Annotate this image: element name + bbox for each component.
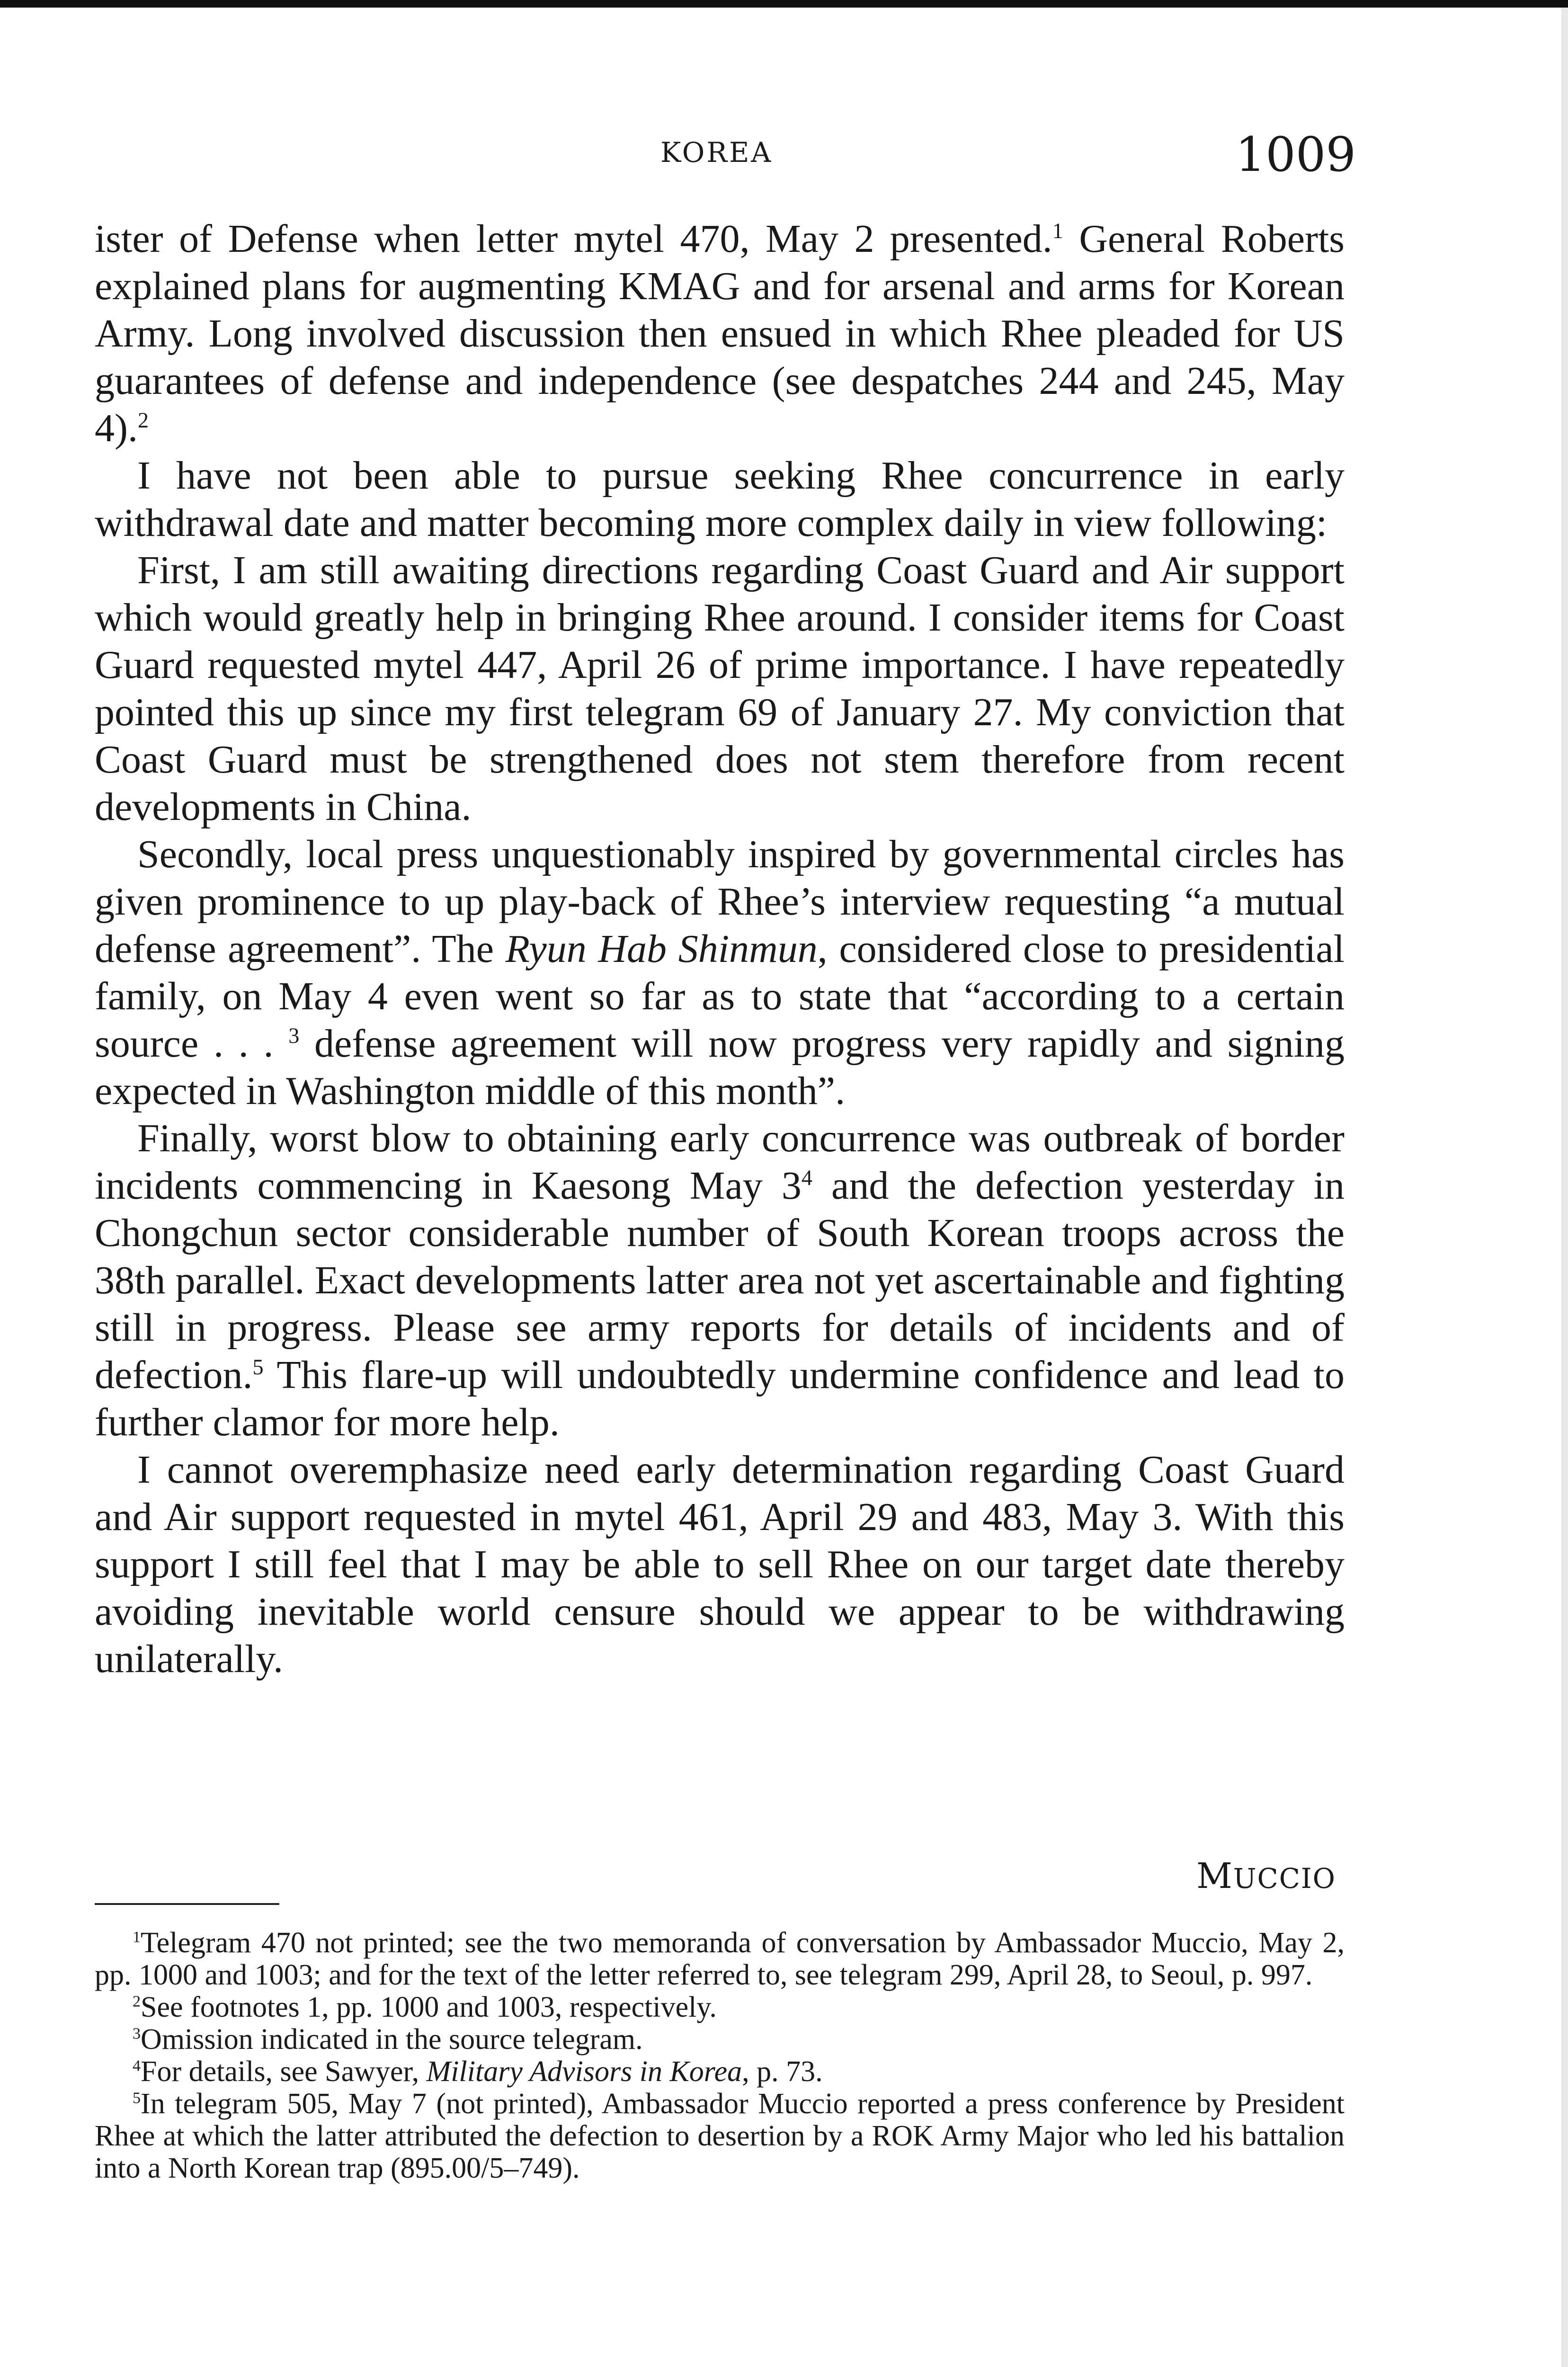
newspaper-title: Ryun Hab Shinmun [505, 927, 818, 971]
paragraph-1: ister of Defense when letter mytel 470, May 2 presented.$^1$ General Roberts explained plans for augmenting KMAG and for arsenal and arms for Korean Army. Long involved discussion then ensued in which Rhee pleaded for US guarantees of defense and independence (see despatches 244 and 245, May 4).$^2$ [95, 217, 1345, 450]
footnote-1: $^1$Telegram 470 not printed; see the two memoranda of conversation by Ambassador Muccio, May 2, pp. 1000 and 1003; and for the text of the letter referred to, see telegram 299, April 28, to Seoul, p. 997. [95, 1927, 1345, 1991]
signature: MUCCIO [1196, 1856, 1336, 1896]
page-top-edge [0, 0, 1568, 8]
page-right-edge [1561, 8, 1568, 2367]
footnote-2: $^2$See footnotes 1, pp. 1000 and 1003, respectively. [133, 1991, 717, 2023]
footnote-ref-4: 4 [801, 1166, 812, 1190]
paragraph-4: Secondly, local press unquestionably inspired by governmental circles has given prominence to up play-back of Rhee’s interview requesting “a mutual defense agreement”. The Ryun Hab Shinmun, considered close to presidential family, on May 4 even went so far as to state that “according to a certain source . . . $^3$ defense agreement will now progress very rapidly and signing expected in Washington middle of this month”. [95, 832, 1345, 1113]
footnote-4: $^4$For details, see Sawyer, Military Advisors in Korea, p. 73. [133, 2056, 823, 2088]
paragraph-5: Finally, worst blow to obtaining early concurrence was outbreak of border incidents commencing in Kaesong May $3^4$ and the defection yesterday in Chongchun sector considerable number of South Korean troops across the 38th parallel. Exact developments latter area not yet ascertainable and fighting still in progress. Please see army reports for details of incidents and of defection.$^5$ This flare-up will undoubtedly undermine confidence and lead to further clamor for more help. [95, 1116, 1345, 1444]
footnote-ref-2: 2 [137, 408, 149, 432]
telegram-body [95, 215, 1345, 1683]
footnote-5: $^5$In telegram 505, May 7 (not printed), Ambassador Muccio reported a press conference by President Rhee at which the latter attributed the defection to desertion by a ROK Army Major who led his battalion into a North Korean trap (895.00/5–749). [95, 2088, 1345, 2184]
footnote-rule [95, 1903, 279, 1905]
paragraph-6: I cannot overemphasize need early determination regarding Coast Guard and Air support requested in mytel 461, April 29 and 483, May 3. With this support I still feel that I may be able to sell Rhee on our target date thereby avoiding inevitable world censure should we appear to be withdrawing unilaterally. [95, 1448, 1345, 1681]
paragraph-3: First, I am still awaiting directions regarding Coast Guard and Air support which would greatly help in bringing Rhee around. I consider items for Coast Guard requested mytel 447, April 26 of prime importance. I have repeatedly pointed this up since my first telegram 69 of January 27. My conviction that Coast Guard must be strengthened does not stem therefore from recent developments in China. [95, 548, 1345, 829]
footnote-3: $^3$Omission indicated in the source telegram. [133, 2023, 643, 2056]
footnote-ref-5: 5 [252, 1355, 264, 1379]
footnotes [95, 1927, 1345, 2184]
page-number: 1009 [1235, 127, 1356, 182]
footnote-ref-1: 1 [1052, 219, 1063, 243]
paragraph-2: I have not been able to pursue seeking Rhee concurrence in early withdrawal date and matter becoming more complex daily in view following: [95, 454, 1345, 545]
running-header: KOREA [660, 136, 773, 169]
footnote-ref-3: 3 [288, 1023, 300, 1048]
